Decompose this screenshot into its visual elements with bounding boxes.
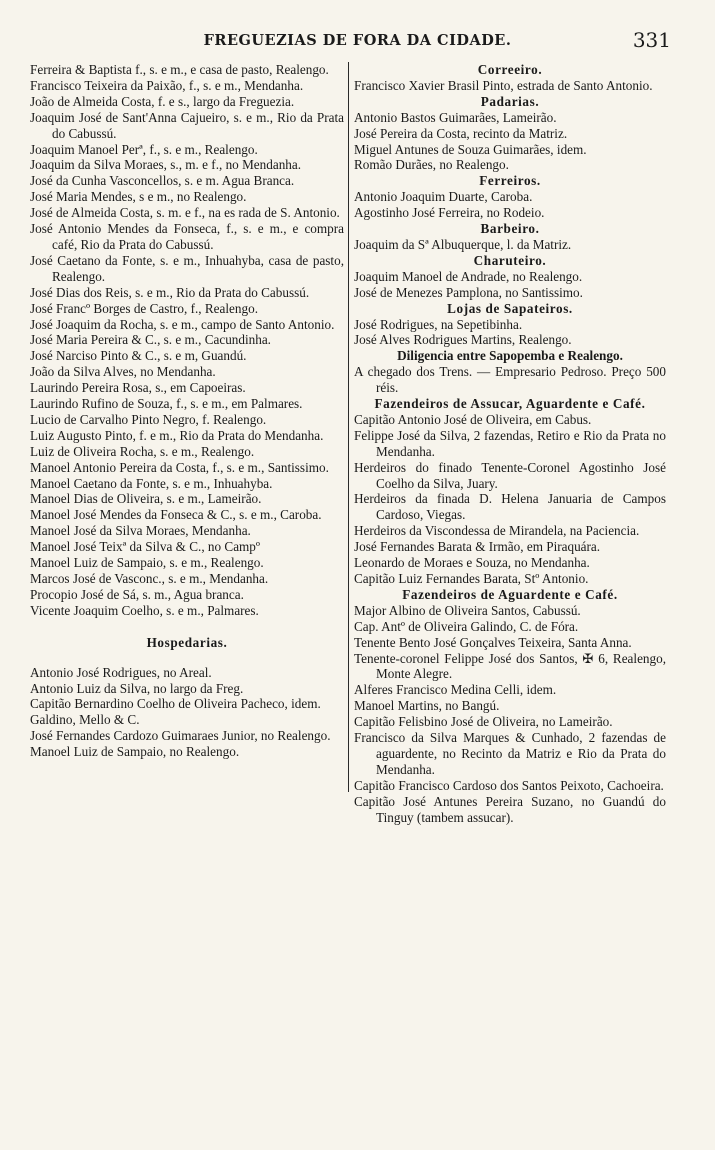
section-heading-fazendeiros-aguardente: Fazendeiros de Aguardente e Café. bbox=[402, 586, 618, 602]
directory-entry: Manoel José Teixª da Silva & C., no Campº bbox=[30, 539, 260, 555]
fazendeiros-assucar-list bbox=[354, 412, 666, 587]
directory-entry: Capitão Felisbino José de Oliveira, no Lameirão. bbox=[354, 714, 613, 730]
directory-entry: José Narciso Pinto & C., s. e m, Guandú. bbox=[30, 348, 247, 364]
directory-entry: Capitão José Antunes Pereira Suzano, no Guandú do Tinguy (tambem assucar). bbox=[354, 793, 666, 825]
section-heading-padarias: Padarias. bbox=[480, 93, 540, 109]
directory-entry: José Pereira da Costa, recinto da Matriz. bbox=[354, 125, 568, 141]
directory-entry: Herdeiros da Viscondessa de Mirandela, na Paciencia. bbox=[354, 523, 640, 539]
directory-entry: Leonardo de Moraes e Souza, no Mendanha. bbox=[354, 555, 590, 571]
directory-entry: Cap. Antº de Oliveira Galindo, C. de Fóra. bbox=[354, 618, 579, 634]
directory-entry: João da Silva Alves, no Mendanha. bbox=[30, 364, 216, 380]
directory-entry: Antonio José Rodrigues, no Areal. bbox=[30, 664, 212, 680]
diligencia-list bbox=[354, 364, 666, 396]
directory-entry: Herdeiros do finado Tenente-Coronel Agostinho José Coelho da Silva, Juary. bbox=[354, 459, 666, 491]
directory-entry: Vicente Joaquim Coelho, s. e m., Palmares. bbox=[30, 602, 259, 618]
directory-entry: Laurindo Pereira Rosa, s., em Capoeiras. bbox=[30, 380, 246, 396]
fazendeiros-aguardente-list bbox=[354, 603, 666, 826]
section-heading-charuteiro: Charuteiro. bbox=[473, 252, 547, 268]
directory-entry: Luiz de Oliveira Rocha, s. e m., Realengo. bbox=[30, 443, 255, 459]
page-header bbox=[0, 30, 715, 54]
section-heading-diligencia: Diligencia entre Sapopemba e Realengo. bbox=[397, 348, 623, 364]
directory-entry: Capitão Luiz Fernandes Barata, Stº Antonio. bbox=[354, 571, 589, 586]
directory-entry: Marcos José de Vasconc., s. e m., Mendanha. bbox=[30, 571, 269, 586]
directory-entry: José Alves Rodrigues Martins, Realengo. bbox=[354, 332, 572, 348]
right-column bbox=[354, 62, 666, 826]
directory-entry: Galdino, Mello & C. bbox=[30, 712, 140, 728]
directory-entry: Manoel Dias de Oliveira, s. e m., Lameirão. bbox=[30, 491, 262, 507]
section-heading-barbeiro: Barbeiro. bbox=[480, 221, 540, 237]
directory-entry: Joaquim da Silva Moraes, s., m. e f., no Mendanha. bbox=[30, 157, 302, 173]
section-heading-ferreiros: Ferreiros. bbox=[479, 173, 541, 189]
directory-entry: José Joaquim da Rocha, s. e m., campo de Santo Antonio. bbox=[30, 316, 335, 332]
charuteiro-list bbox=[354, 269, 666, 301]
directory-entry: Joaquim Manoel Perª, f., s. e m., Realengo. bbox=[30, 141, 258, 157]
directory-entry: Tenente-coronel Felippe José dos Santos, ✠ 6, Realengo, Monte Alegre. bbox=[354, 650, 666, 682]
directory-entry: Manoel José Mendes da Fonseca & C., s. e m., Caroba. bbox=[30, 507, 322, 523]
directory-entry: José Rodrigues, na Sepetibinha. bbox=[354, 316, 523, 332]
ferreiros-list bbox=[354, 189, 666, 221]
sapateiros-list bbox=[354, 317, 666, 349]
directory-entry: Laurindo Rufino de Souza, f., s. e m., em Palmares. bbox=[30, 396, 303, 412]
column-divider bbox=[348, 62, 349, 792]
directory-entry: José de Menezes Pamplona, no Santissimo. bbox=[354, 284, 583, 300]
page-number: 331 bbox=[632, 28, 671, 52]
padarias-list bbox=[354, 110, 666, 174]
directory-entry: José Dias dos Reis, s. e m., Rio da Prata do Cabussú. bbox=[30, 284, 310, 300]
directory-entry: Francisco Xavier Brasil Pinto, estrada de Santo Antonio. bbox=[354, 77, 653, 93]
directory-entry: Major Albino de Oliveira Santos, Cabussú. bbox=[354, 602, 581, 618]
directory-entry: José Fernandes Cardozo Guimaraes Junior, no Realengo. bbox=[30, 728, 331, 744]
directory-entry: Francisco Teixeira da Paixão, f., s. e m., Mendanha. bbox=[30, 77, 304, 93]
directory-entry: Tenente Bento José Gonçalves Teixeira, Santa Anna. bbox=[354, 634, 632, 650]
directory-entry: João de Almeida Costa, f. e s., largo da Freguezia. bbox=[30, 93, 295, 109]
directory-entry: Joaquim da Sª Albuquerque, l. da Matriz. bbox=[354, 236, 572, 252]
directory-entry: Manoel Luiz de Sampaio, no Realengo. bbox=[30, 744, 240, 760]
directory-entry: Manoel José da Silva Moraes, Mendanha. bbox=[30, 523, 251, 539]
directory-entry: A chegado dos Trens. — Empresario Pedroso. Preço 500 réis. bbox=[354, 364, 666, 396]
running-title: FREGUEZIAS DE FORA DA CIDADE. bbox=[203, 32, 512, 49]
directory-entry: Ferreira & Baptista f., s. e m., e casa de pasto, Realengo. bbox=[30, 62, 329, 77]
correeiro-list bbox=[354, 78, 666, 94]
directory-entry: Herdeiros da finada D. Helena Januaria de Campos Cardoso, Viegas. bbox=[354, 491, 666, 523]
directory-entry: José Maria Pereira & C., s. e m., Cacundinha. bbox=[30, 332, 271, 348]
directory-entry: Romão Durães, no Realengo. bbox=[354, 157, 509, 173]
section-heading-fazendeiros-assucar: Fazendeiros de Assucar, Aguardente e Café. bbox=[374, 396, 646, 412]
directory-entry: José de Almeida Costa, s. m. e f., na es rada de S. Antonio. bbox=[30, 205, 340, 221]
directory-entry: Felippe José da Silva, 2 fazendas, Retiro e Rio da Prata no Mendanha. bbox=[354, 427, 666, 459]
directory-entry: Luiz Augusto Pinto, f. e m., Rio da Prata do Mendanha. bbox=[30, 427, 324, 443]
directory-entry: José Francº Borges de Castro, f., Realengo. bbox=[30, 300, 258, 316]
section-heading-hospedarias: Hospedarias. bbox=[146, 634, 228, 650]
directory-entry: Antonio Bastos Guimarães, Lameirão. bbox=[354, 109, 557, 125]
left-entries-list bbox=[30, 62, 344, 619]
directory-entry: Antonio Joaquim Duarte, Caroba. bbox=[354, 189, 533, 205]
directory-entry: Manoel Martins, no Bangú. bbox=[354, 698, 500, 714]
directory-entry: Lucio de Carvalho Pinto Negro, f. Realengo. bbox=[30, 411, 267, 427]
hospedarias-list bbox=[30, 665, 344, 760]
directory-entry: José Antonio Mendes da Fonseca, f., s. e m., e compra café, Rio da Prata do Cabussú. bbox=[30, 221, 344, 252]
directory-entry: Alferes Francisco Medina Celli, idem. bbox=[354, 682, 557, 698]
directory-entry: Procopio José de Sá, s. m., Agua branca. bbox=[30, 586, 244, 602]
directory-entry: Capitão Francisco Cardoso dos Santos Peixoto, Cachoeira. bbox=[354, 777, 664, 793]
directory-entry: Francisco da Silva Marques & Cunhado, 2 fazendas de aguardente, no Recinto da Matriz e Rio da Prata do Mendanha. bbox=[354, 730, 666, 777]
section-heading-correeiro: Correeiro. bbox=[477, 62, 543, 77]
directory-entry: Joaquim José de Sant'Anna Cajueiro, s. e m., Rio da Prata do Cabussú. bbox=[30, 109, 344, 141]
directory-entry: Manoel Luiz de Sampaio, s. e m., Realengo. bbox=[30, 555, 264, 571]
directory-entry: Manoel Caetano da Fonte, s. e m., Inhuahyba. bbox=[30, 475, 273, 491]
directory-entry: Capitão Antonio José de Oliveira, em Cabus. bbox=[354, 411, 592, 427]
directory-entry: Manoel Antonio Pereira da Costa, f., s. e m., Santissimo. bbox=[30, 459, 329, 475]
section-heading-sapateiros: Lojas de Sapateiros. bbox=[447, 300, 573, 316]
barbeiro-list bbox=[354, 237, 666, 253]
directory-entry: Capitão Bernardino Coelho de Oliveira Pacheco, idem. bbox=[30, 696, 321, 712]
directory-entry: José da Cunha Vasconcellos, s. e m. Agua Branca. bbox=[30, 173, 295, 189]
directory-entry: Joaquim Manoel de Andrade, no Realengo. bbox=[354, 268, 583, 284]
directory-entry: Antonio Luiz da Silva, no largo da Freg. bbox=[30, 680, 244, 696]
directory-entry: José Caetano da Fonte, s. e m., Inhuahyba, casa de pasto, Realengo. bbox=[30, 252, 344, 284]
directory-entry: Miguel Antunes de Souza Guimarães, idem. bbox=[354, 141, 587, 157]
directory-entry: Agostinho José Ferreira, no Rodeio. bbox=[354, 205, 545, 221]
directory-entry: José Maria Mendes, s e m., no Realengo. bbox=[30, 189, 247, 205]
left-column bbox=[30, 62, 344, 760]
directory-entry: José Fernandes Barata & Irmão, em Piraquára. bbox=[354, 539, 601, 555]
